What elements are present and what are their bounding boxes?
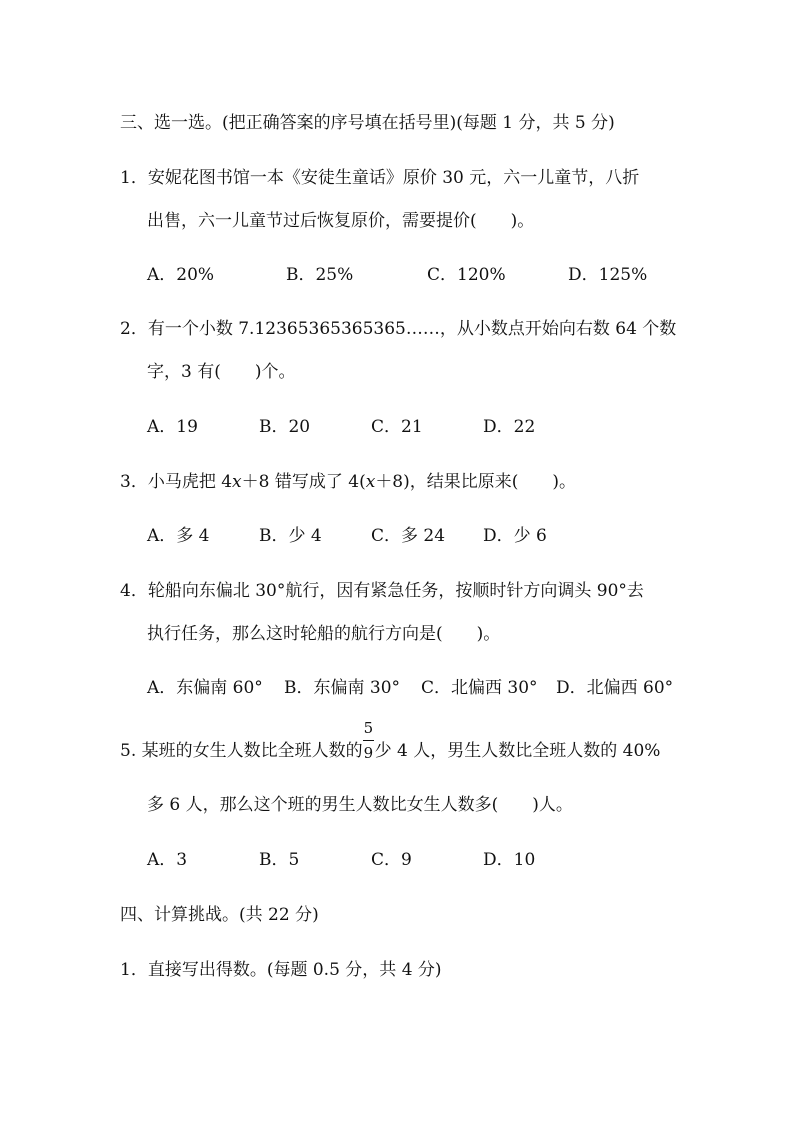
question-3-line-1 (120, 467, 576, 492)
question-5-option-a: A．3 (147, 850, 188, 870)
question-3-text-prefix: 3．小马虎把 4 (120, 472, 233, 492)
question-3-option-a: A．多 4 (147, 526, 210, 546)
question-1-line-2: 出售，六一儿童节过后恢复原价，需要提价( )。 (147, 211, 535, 231)
question-3-text-suffix: ＋8)，结果比原来( )。 (375, 472, 577, 492)
question-4-option-b: B．东偏南 30° (284, 678, 401, 698)
question-4-option-a: A．东偏南 60° (147, 678, 263, 698)
question-4-option-d: D．北偏西 60° (556, 678, 674, 698)
question-1-option-d: D．125% (568, 265, 648, 285)
question-4-line-2: 执行任务，那么这时轮船的航行方向是( )。 (147, 624, 501, 644)
question-4-line-1: 4．轮船向东偏北 30°航行，因有紧急任务，按顺时针方向调头 90°去 (120, 581, 644, 601)
question-1-option-b: B．25% (286, 265, 354, 285)
question-5-text-prefix: 5. 某班的女生人数比全班人数的 (120, 741, 363, 761)
question-5-option-d: D．10 (483, 850, 536, 870)
question-5-text-suffix: 少 4 人，男生人数比全班人数的 40% (374, 741, 661, 761)
question-1-option-c: C．120% (427, 265, 506, 285)
variable-x: x (365, 472, 376, 492)
question-4-option-c: C．北偏西 30° (421, 678, 538, 698)
question-2-line-1: 2．有一个小数 7.12365365365365……，从小数点开始向右数 64 个数 (120, 319, 677, 339)
question-2-option-c: C．21 (371, 417, 423, 437)
fraction (363, 719, 375, 762)
fraction-numerator: 5 (363, 719, 374, 737)
question-1-line-1: 1．安妮花图书馆一本《安徒生童话》原价 30 元，六一儿童节，八折 (120, 168, 640, 188)
question-5-option-b: B．5 (259, 850, 300, 870)
question-5-line-2: 多 6 人，那么这个班的男生人数比女生人数多( )人。 (147, 795, 573, 815)
question-3-option-c: C．多 24 (371, 526, 446, 546)
question-3-option-d: D．少 6 (483, 526, 547, 546)
question-2-line-2: 字，3 有( )个。 (147, 362, 296, 382)
fraction-denominator: 9 (363, 744, 374, 762)
question-5-option-c: C．9 (371, 850, 412, 870)
question-2-option-a: A．19 (147, 417, 198, 437)
question-1-option-a: A．20% (147, 265, 215, 285)
question-3-option-b: B．少 4 (259, 526, 322, 546)
question-2-option-d: D．22 (483, 417, 536, 437)
question-2-option-b: B．20 (259, 417, 311, 437)
fraction-bar (363, 740, 374, 741)
variable-x: x (232, 472, 242, 492)
section-4-subheading: 1．直接写出得数。(每题 0.5 分，共 4 分) (120, 960, 442, 980)
section-3-heading: 三、选一选。(把正确答案的序号填在括号里)(每题 1 分，共 5 分) (120, 113, 615, 133)
section-4-heading: 四、计算挑战。(共 22 分) (120, 905, 319, 925)
question-3-text-mid: ＋8 错写成了 4( (241, 472, 366, 492)
question-5-line-1 (120, 719, 661, 762)
